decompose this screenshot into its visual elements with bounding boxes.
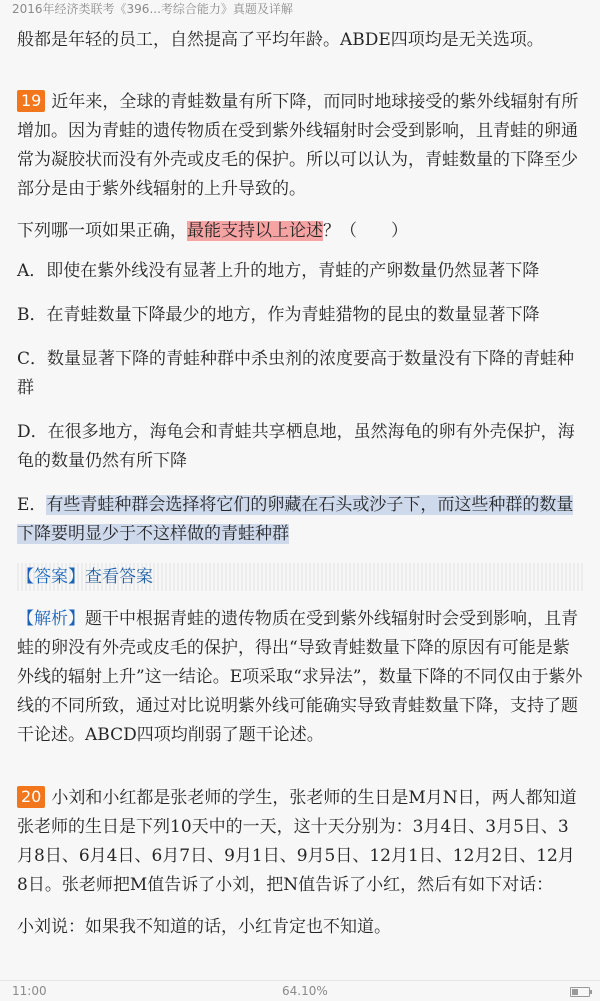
question-20-dialog: 小刘说：如果我不知道的话，小红肯定也不知道。 (17, 917, 391, 937)
document-title: 2016年经济类联考《396...考综合能力》真题及详解 (12, 2, 293, 16)
question-19-prompt: 下列哪一项如果正确，最能支持以上论述？（ ） (17, 221, 408, 241)
reader-title-bar (0, 0, 600, 20)
question-20-stem: 20 小刘和小红都是张老师的学生，张老师的生日是M月N日，两人都知道张老师的生日是下列10天中的一天，这十天分别为：3月4日、3月5日、3月8日、6月4日、6月7日、9月1日、9月5日、12月1日、12月2日、12月8日。张老师把M值告诉了小刘，把N值告诉了小红，然后有如下对话： (17, 787, 577, 895)
option-a: A．即使在紫外线没有显著上升的地方，青蛙的产卵数量仍然显著下降 (17, 261, 540, 281)
question-19-stem: 19 近年来，全球的青蛙数量有所下降，而同时地球接受的紫外线辐射有所增加。因为青蛙的遗传物质在受到紫外线辐射时会受到影响，且青蛙的卵通常为凝胶状而没有外壳或皮毛的保护。所以可以认为，青蛙数量的下降至少部分是由于紫外线辐射的上升导致的。 (17, 91, 579, 199)
battery-icon (570, 987, 590, 997)
question-19-analysis: 【解析】题干中根据青蛙的遗传物质在受到紫外线辐射时会受到影响，且青蛙的卵没有外壳或皮毛的保护，得出“导致青蛙数量下降的原因有可能是紫外线的辐射上升”这一结论。E项采取“求异法”，数量下降的不同仅由于紫外线的不同所致，通过对比说明紫外线可能确实导致青蛙数量下降，支持了题干论述。ABCD四项均削弱了题干论述。 (17, 609, 583, 745)
highlight-red: 最能支持以上论述 (187, 221, 323, 241)
option-e: E．有些青蛙种群会选择将它们的卵藏在石头或沙子下，而这些种群的数量下降要明显少于不这样做的青蛙种群 (17, 495, 574, 544)
answer-row (17, 563, 585, 591)
question-number-badge: 20 (17, 786, 45, 808)
reading-progress: 64.10% (282, 984, 328, 998)
highlight-blue: 有些青蛙种群会选择将它们的卵藏在石头或沙子下，而这些种群的数量下降要明显少于不这样做的青蛙种群 (17, 495, 574, 544)
option-c: C．数量显著下降的青蛙种群中杀虫剂的浓度要高于数量没有下降的青蛙种群 (17, 349, 575, 398)
option-d: D．在很多地方，海龟会和青蛙共享栖息地，虽然海龟的卵有外壳保护，海龟的数量仍然有所下降 (17, 422, 575, 471)
answer-tag: 【答案】 (17, 567, 85, 587)
previous-analysis-tail: 般都是年轻的员工，自然提高了平均年龄。ABDE四项均是无关选项。 (17, 30, 544, 50)
reader-content[interactable] (17, 20, 585, 942)
analysis-tag: 【解析】 (17, 609, 85, 629)
battery-fill (572, 989, 578, 995)
reader-status-bar (0, 980, 600, 1000)
view-answer-link[interactable]: 查看答案 (85, 567, 153, 587)
clock: 11:00 (12, 984, 47, 998)
option-b: B．在青蛙数量下降最少的地方，作为青蛙猎物的昆虫的数量显著下降 (17, 305, 540, 325)
question-number-badge: 19 (17, 90, 45, 112)
